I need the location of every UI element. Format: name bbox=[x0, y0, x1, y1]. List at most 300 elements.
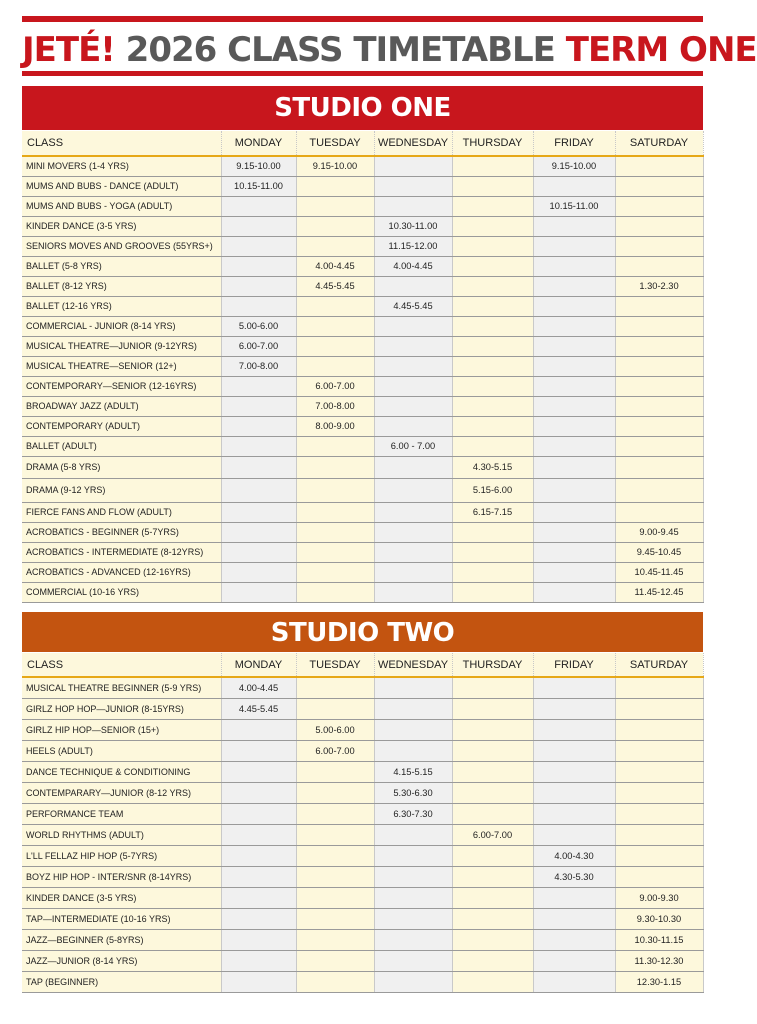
class-column-header: CLASS bbox=[22, 653, 221, 677]
class-name: BALLET (8-12 YRS) bbox=[22, 276, 221, 296]
timetable-row bbox=[22, 502, 703, 522]
time-cell bbox=[296, 845, 374, 866]
time-cell bbox=[533, 740, 615, 761]
time-cell bbox=[615, 416, 703, 436]
time-cell: 1.30-2.30 bbox=[615, 276, 703, 296]
time-cell bbox=[452, 376, 533, 396]
class-name: SENIORS MOVES AND GROOVES (55YRS+) bbox=[22, 236, 221, 256]
day-header-thursday: THURSDAY bbox=[452, 653, 533, 677]
time-cell: 8.00-9.00 bbox=[296, 416, 374, 436]
time-cell bbox=[221, 236, 296, 256]
time-cell bbox=[221, 456, 296, 478]
time-cell bbox=[296, 356, 374, 376]
time-cell bbox=[374, 845, 452, 866]
time-cell bbox=[296, 196, 374, 216]
time-cell bbox=[533, 698, 615, 719]
time-cell: 9.00-9.45 bbox=[615, 522, 703, 542]
timetable-row bbox=[22, 156, 703, 176]
time-cell bbox=[296, 677, 374, 698]
time-cell bbox=[533, 950, 615, 971]
timetable-row bbox=[22, 216, 703, 236]
time-cell bbox=[221, 845, 296, 866]
time-cell bbox=[452, 436, 533, 456]
time-cell bbox=[221, 562, 296, 582]
timetable-row bbox=[22, 845, 703, 866]
class-name: CONTEMPORARY (ADULT) bbox=[22, 416, 221, 436]
time-cell bbox=[533, 522, 615, 542]
day-header-friday: FRIDAY bbox=[533, 653, 615, 677]
time-cell bbox=[296, 336, 374, 356]
time-cell bbox=[533, 456, 615, 478]
time-cell bbox=[452, 845, 533, 866]
time-cell: 12.30-1.15 bbox=[615, 971, 703, 992]
time-cell bbox=[615, 845, 703, 866]
studio-one-header-row bbox=[22, 131, 703, 156]
day-header-saturday: SATURDAY bbox=[615, 653, 703, 677]
time-cell: 5.30-6.30 bbox=[374, 782, 452, 803]
class-name: COMMERCIAL - JUNIOR (8-14 YRS) bbox=[22, 316, 221, 336]
time-cell bbox=[296, 782, 374, 803]
time-cell bbox=[374, 416, 452, 436]
time-cell bbox=[296, 562, 374, 582]
time-cell bbox=[452, 396, 533, 416]
time-cell bbox=[615, 677, 703, 698]
time-cell bbox=[221, 542, 296, 562]
day-header-thursday: THURSDAY bbox=[452, 131, 533, 156]
time-cell bbox=[615, 156, 703, 176]
time-cell bbox=[296, 824, 374, 845]
time-cell bbox=[615, 236, 703, 256]
class-name: DRAMA (9-12 YRS) bbox=[22, 478, 221, 502]
timetable-row bbox=[22, 929, 703, 950]
time-cell: 9.15-10.00 bbox=[533, 156, 615, 176]
time-cell bbox=[221, 824, 296, 845]
time-cell bbox=[615, 176, 703, 196]
time-cell bbox=[533, 256, 615, 276]
time-cell bbox=[374, 156, 452, 176]
title-term: TERM ONE bbox=[565, 30, 757, 70]
time-cell bbox=[296, 887, 374, 908]
time-cell bbox=[452, 522, 533, 542]
time-cell bbox=[452, 256, 533, 276]
class-name: ACROBATICS - BEGINNER (5-7YRS) bbox=[22, 522, 221, 542]
time-cell bbox=[221, 740, 296, 761]
time-cell bbox=[533, 971, 615, 992]
studio-two-header-row bbox=[22, 653, 703, 677]
time-cell bbox=[615, 376, 703, 396]
time-cell bbox=[452, 316, 533, 336]
time-cell bbox=[533, 782, 615, 803]
class-name: GIRLZ HIP HOP—SENIOR (15+) bbox=[22, 719, 221, 740]
time-cell bbox=[533, 316, 615, 336]
time-cell bbox=[374, 176, 452, 196]
time-cell: 11.45-12.45 bbox=[615, 582, 703, 602]
timetable-row bbox=[22, 456, 703, 478]
title-middle: 2026 CLASS TIMETABLE bbox=[125, 30, 555, 70]
class-name: MUMS AND BUBS - YOGA (ADULT) bbox=[22, 196, 221, 216]
time-cell bbox=[533, 887, 615, 908]
time-cell bbox=[615, 256, 703, 276]
time-cell: 9.00-9.30 bbox=[615, 887, 703, 908]
class-name: BROADWAY JAZZ (ADULT) bbox=[22, 396, 221, 416]
time-cell bbox=[533, 562, 615, 582]
time-cell bbox=[615, 296, 703, 316]
title-underline-rule bbox=[22, 71, 703, 76]
time-cell bbox=[374, 478, 452, 502]
time-cell: 4.30-5.15 bbox=[452, 456, 533, 478]
time-cell bbox=[452, 866, 533, 887]
day-header-monday: MONDAY bbox=[221, 653, 296, 677]
time-cell bbox=[374, 950, 452, 971]
title-brand: JETÉ! bbox=[22, 30, 115, 70]
timetable-row bbox=[22, 522, 703, 542]
timetable-row bbox=[22, 761, 703, 782]
time-cell: 6.00-7.00 bbox=[221, 336, 296, 356]
time-cell bbox=[452, 803, 533, 824]
class-name: L'LL FELLAZ HIP HOP (5-7YRS) bbox=[22, 845, 221, 866]
time-cell bbox=[533, 336, 615, 356]
class-name: HEELS (ADULT) bbox=[22, 740, 221, 761]
time-cell bbox=[374, 316, 452, 336]
timetable-row bbox=[22, 677, 703, 698]
time-cell: 6.30-7.30 bbox=[374, 803, 452, 824]
time-cell bbox=[615, 196, 703, 216]
timetable-row bbox=[22, 176, 703, 196]
time-cell: 7.00-8.00 bbox=[296, 396, 374, 416]
time-cell: 10.15-11.00 bbox=[221, 176, 296, 196]
class-name: TAP—INTERMEDIATE (10-16 YRS) bbox=[22, 908, 221, 929]
class-column-header: CLASS bbox=[22, 131, 221, 156]
time-cell: 4.45-5.45 bbox=[374, 296, 452, 316]
time-cell bbox=[221, 502, 296, 522]
time-cell: 4.00-4.45 bbox=[374, 256, 452, 276]
class-name: FIERCE FANS AND FLOW (ADULT) bbox=[22, 502, 221, 522]
time-cell bbox=[221, 908, 296, 929]
class-name: KINDER DANCE (3-5 YRS) bbox=[22, 887, 221, 908]
time-cell bbox=[296, 456, 374, 478]
studio-one-banner: STUDIO ONE bbox=[22, 86, 703, 130]
time-cell bbox=[374, 196, 452, 216]
time-cell bbox=[533, 502, 615, 522]
time-cell bbox=[296, 866, 374, 887]
time-cell bbox=[221, 396, 296, 416]
time-cell: 10.45-11.45 bbox=[615, 562, 703, 582]
class-name: JAZZ—JUNIOR (8-14 YRS) bbox=[22, 950, 221, 971]
studio-two-banner: STUDIO TWO bbox=[22, 612, 703, 652]
time-cell bbox=[296, 296, 374, 316]
class-name: MUSICAL THEATRE BEGINNER (5-9 YRS) bbox=[22, 677, 221, 698]
time-cell bbox=[374, 522, 452, 542]
time-cell bbox=[374, 276, 452, 296]
time-cell: 7.00-8.00 bbox=[221, 356, 296, 376]
time-cell bbox=[615, 316, 703, 336]
time-cell: 6.00-7.00 bbox=[296, 376, 374, 396]
timetable-row bbox=[22, 336, 703, 356]
timetable-row bbox=[22, 950, 703, 971]
time-cell bbox=[374, 698, 452, 719]
class-name: MUSICAL THEATRE—SENIOR (12+) bbox=[22, 356, 221, 376]
time-cell bbox=[221, 887, 296, 908]
time-cell bbox=[296, 236, 374, 256]
timetable-row bbox=[22, 256, 703, 276]
time-cell bbox=[533, 376, 615, 396]
class-name: MUMS AND BUBS - DANCE (ADULT) bbox=[22, 176, 221, 196]
time-cell bbox=[533, 824, 615, 845]
class-name: CONTEMPARARY—JUNIOR (8-12 YRS) bbox=[22, 782, 221, 803]
timetable-row bbox=[22, 824, 703, 845]
timetable-row bbox=[22, 719, 703, 740]
time-cell bbox=[533, 176, 615, 196]
time-cell: 9.15-10.00 bbox=[296, 156, 374, 176]
time-cell bbox=[452, 216, 533, 236]
time-cell bbox=[533, 908, 615, 929]
time-cell bbox=[374, 376, 452, 396]
time-cell bbox=[374, 456, 452, 478]
time-cell bbox=[452, 562, 533, 582]
time-cell bbox=[615, 866, 703, 887]
time-cell bbox=[615, 456, 703, 478]
time-cell bbox=[296, 971, 374, 992]
timetable-row bbox=[22, 542, 703, 562]
time-cell bbox=[374, 887, 452, 908]
timetable-row bbox=[22, 971, 703, 992]
time-cell bbox=[221, 950, 296, 971]
time-cell bbox=[533, 542, 615, 562]
time-cell bbox=[221, 376, 296, 396]
timetable-row bbox=[22, 782, 703, 803]
time-cell bbox=[221, 196, 296, 216]
time-cell bbox=[615, 336, 703, 356]
timetable-row bbox=[22, 316, 703, 336]
time-cell bbox=[221, 522, 296, 542]
timetable-row bbox=[22, 396, 703, 416]
time-cell bbox=[221, 276, 296, 296]
time-cell bbox=[533, 296, 615, 316]
time-cell bbox=[533, 761, 615, 782]
time-cell bbox=[221, 296, 296, 316]
time-cell: 10.30-11.00 bbox=[374, 216, 452, 236]
class-name: PERFORMANCE TEAM bbox=[22, 803, 221, 824]
time-cell bbox=[452, 416, 533, 436]
class-name: DRAMA (5-8 YRS) bbox=[22, 456, 221, 478]
time-cell bbox=[221, 971, 296, 992]
time-cell bbox=[374, 929, 452, 950]
time-cell bbox=[296, 542, 374, 562]
time-cell bbox=[452, 887, 533, 908]
class-name: KINDER DANCE (3-5 YRS) bbox=[22, 216, 221, 236]
time-cell bbox=[452, 698, 533, 719]
time-cell: 10.30-11.15 bbox=[615, 929, 703, 950]
top-rule bbox=[22, 16, 703, 22]
time-cell bbox=[615, 824, 703, 845]
time-cell: 9.45-10.45 bbox=[615, 542, 703, 562]
time-cell bbox=[296, 803, 374, 824]
time-cell bbox=[533, 803, 615, 824]
timetable-row bbox=[22, 478, 703, 502]
time-cell bbox=[452, 296, 533, 316]
class-name: DANCE TECHNIQUE & CONDITIONING bbox=[22, 761, 221, 782]
time-cell: 4.00-4.45 bbox=[296, 256, 374, 276]
time-cell bbox=[221, 436, 296, 456]
time-cell: 4.00-4.45 bbox=[221, 677, 296, 698]
time-cell bbox=[452, 950, 533, 971]
time-cell bbox=[452, 582, 533, 602]
day-header-monday: MONDAY bbox=[221, 131, 296, 156]
time-cell bbox=[533, 582, 615, 602]
timetable-row bbox=[22, 803, 703, 824]
time-cell bbox=[533, 216, 615, 236]
time-cell: 9.30-10.30 bbox=[615, 908, 703, 929]
time-cell bbox=[221, 478, 296, 502]
time-cell bbox=[533, 356, 615, 376]
time-cell: 5.00-6.00 bbox=[221, 316, 296, 336]
time-cell: 4.00-4.30 bbox=[533, 845, 615, 866]
time-cell bbox=[374, 396, 452, 416]
time-cell bbox=[296, 698, 374, 719]
class-name: COMMERCIAL (10-16 YRS) bbox=[22, 582, 221, 602]
time-cell: 6.15-7.15 bbox=[452, 502, 533, 522]
class-name: ACROBATICS - INTERMEDIATE (8-12YRS) bbox=[22, 542, 221, 562]
time-cell bbox=[221, 216, 296, 236]
time-cell bbox=[452, 719, 533, 740]
time-cell bbox=[533, 929, 615, 950]
timetable-row bbox=[22, 908, 703, 929]
time-cell bbox=[221, 719, 296, 740]
time-cell bbox=[615, 216, 703, 236]
timetable-row bbox=[22, 740, 703, 761]
time-cell: 11.30-12.30 bbox=[615, 950, 703, 971]
time-cell bbox=[221, 929, 296, 950]
time-cell bbox=[452, 542, 533, 562]
class-name: GIRLZ HOP HOP—JUNIOR (8-15YRS) bbox=[22, 698, 221, 719]
day-header-saturday: SATURDAY bbox=[615, 131, 703, 156]
timetable-row bbox=[22, 276, 703, 296]
class-name: WORLD RHYTHMS (ADULT) bbox=[22, 824, 221, 845]
time-cell bbox=[615, 803, 703, 824]
time-cell bbox=[533, 416, 615, 436]
time-cell bbox=[374, 677, 452, 698]
studio-one-timetable bbox=[22, 131, 704, 603]
day-header-tuesday: TUESDAY bbox=[296, 131, 374, 156]
time-cell bbox=[296, 929, 374, 950]
time-cell bbox=[296, 522, 374, 542]
time-cell: 6.00-7.00 bbox=[296, 740, 374, 761]
time-cell bbox=[452, 740, 533, 761]
time-cell: 6.00-7.00 bbox=[452, 824, 533, 845]
time-cell bbox=[374, 824, 452, 845]
time-cell bbox=[452, 156, 533, 176]
time-cell bbox=[615, 396, 703, 416]
time-cell bbox=[452, 782, 533, 803]
day-header-friday: FRIDAY bbox=[533, 131, 615, 156]
time-cell bbox=[374, 582, 452, 602]
time-cell bbox=[374, 971, 452, 992]
timetable-row bbox=[22, 698, 703, 719]
timetable-row bbox=[22, 562, 703, 582]
timetable-row bbox=[22, 582, 703, 602]
time-cell bbox=[452, 677, 533, 698]
time-cell bbox=[615, 356, 703, 376]
timetable-row bbox=[22, 887, 703, 908]
time-cell: 6.00 - 7.00 bbox=[374, 436, 452, 456]
time-cell bbox=[221, 256, 296, 276]
time-cell bbox=[615, 502, 703, 522]
time-cell bbox=[452, 356, 533, 376]
time-cell bbox=[452, 971, 533, 992]
day-header-tuesday: TUESDAY bbox=[296, 653, 374, 677]
time-cell: 4.45-5.45 bbox=[221, 698, 296, 719]
time-cell bbox=[221, 782, 296, 803]
day-header-wednesday: WEDNESDAY bbox=[374, 653, 452, 677]
time-cell bbox=[452, 276, 533, 296]
time-cell: 5.00-6.00 bbox=[296, 719, 374, 740]
time-cell bbox=[296, 761, 374, 782]
class-name: ACROBATICS - ADVANCED (12-16YRS) bbox=[22, 562, 221, 582]
time-cell bbox=[374, 542, 452, 562]
day-header-wednesday: WEDNESDAY bbox=[374, 131, 452, 156]
time-cell bbox=[374, 866, 452, 887]
time-cell bbox=[452, 336, 533, 356]
time-cell bbox=[296, 502, 374, 522]
time-cell bbox=[533, 236, 615, 256]
time-cell bbox=[374, 908, 452, 929]
time-cell: 5.15-6.00 bbox=[452, 478, 533, 502]
time-cell bbox=[296, 478, 374, 502]
time-cell bbox=[615, 761, 703, 782]
time-cell: 9.15-10.00 bbox=[221, 156, 296, 176]
time-cell: 4.30-5.30 bbox=[533, 866, 615, 887]
time-cell: 10.15-11.00 bbox=[533, 196, 615, 216]
time-cell bbox=[221, 761, 296, 782]
class-name: BALLET (5-8 YRS) bbox=[22, 256, 221, 276]
time-cell bbox=[374, 502, 452, 522]
page-title bbox=[22, 28, 757, 72]
time-cell bbox=[452, 176, 533, 196]
time-cell: 4.45-5.45 bbox=[296, 276, 374, 296]
time-cell bbox=[221, 866, 296, 887]
time-cell bbox=[615, 436, 703, 456]
class-name: MINI MOVERS (1-4 YRS) bbox=[22, 156, 221, 176]
time-cell bbox=[533, 436, 615, 456]
time-cell bbox=[533, 478, 615, 502]
time-cell bbox=[296, 316, 374, 336]
time-cell bbox=[533, 276, 615, 296]
time-cell bbox=[374, 719, 452, 740]
time-cell bbox=[615, 478, 703, 502]
class-name: JAZZ—BEGINNER (5-8YRS) bbox=[22, 929, 221, 950]
time-cell bbox=[221, 582, 296, 602]
time-cell bbox=[296, 176, 374, 196]
time-cell bbox=[615, 740, 703, 761]
time-cell bbox=[374, 336, 452, 356]
class-name: BALLET (ADULT) bbox=[22, 436, 221, 456]
time-cell bbox=[615, 698, 703, 719]
time-cell bbox=[374, 562, 452, 582]
time-cell bbox=[452, 196, 533, 216]
timetable-row bbox=[22, 436, 703, 456]
time-cell: 4.15-5.15 bbox=[374, 761, 452, 782]
class-name: MUSICAL THEATRE—JUNIOR (9-12YRS) bbox=[22, 336, 221, 356]
time-cell bbox=[615, 719, 703, 740]
time-cell bbox=[296, 216, 374, 236]
class-name: BALLET (12-16 YRS) bbox=[22, 296, 221, 316]
class-name: CONTEMPORARY—SENIOR (12-16YRS) bbox=[22, 376, 221, 396]
class-name: TAP (BEGINNER) bbox=[22, 971, 221, 992]
time-cell bbox=[221, 416, 296, 436]
timetable-row bbox=[22, 356, 703, 376]
studio-two-timetable bbox=[22, 653, 704, 993]
timetable-row bbox=[22, 196, 703, 216]
